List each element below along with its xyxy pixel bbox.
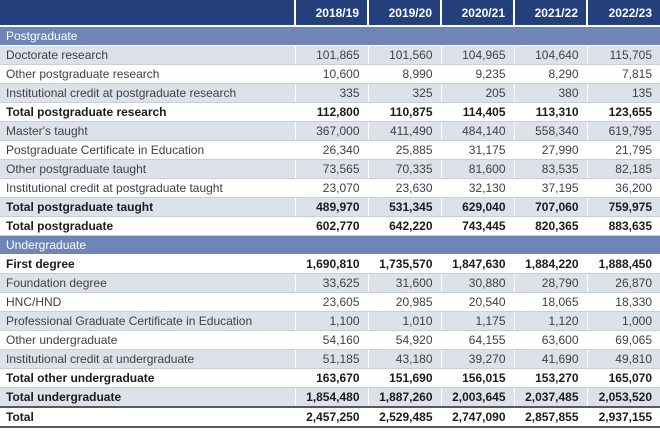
value-cell: 1,010 (368, 312, 441, 331)
value-cell: 112,800 (295, 103, 368, 122)
value-cell: 41,690 (514, 350, 587, 369)
table-row (0, 65, 660, 84)
row-label: Postgraduate Certificate in Education (0, 141, 295, 160)
year-column-header: 2019/20 (368, 0, 441, 26)
value-cell: 2,529,485 (368, 407, 441, 427)
row-label: Total postgraduate taught (0, 198, 295, 217)
value-cell: 26,870 (587, 274, 660, 293)
value-cell: 1,175 (441, 312, 514, 331)
value-cell: 31,600 (368, 274, 441, 293)
value-cell: 325 (368, 84, 441, 103)
value-cell: 642,220 (368, 217, 441, 236)
value-cell: 629,040 (441, 198, 514, 217)
value-cell: 101,560 (368, 46, 441, 65)
value-cell: 1,690,810 (295, 255, 368, 274)
value-cell: 484,140 (441, 122, 514, 141)
table-row (0, 369, 660, 388)
value-cell: 43,180 (368, 350, 441, 369)
value-cell: 54,920 (368, 331, 441, 350)
value-cell: 619,795 (587, 122, 660, 141)
row-label: Institutional credit at postgraduate research (0, 84, 295, 103)
value-cell: 1,887,260 (368, 388, 441, 408)
value-cell: 70,335 (368, 160, 441, 179)
value-cell: 26,340 (295, 141, 368, 160)
value-cell: 2,747,090 (441, 407, 514, 427)
table-row (0, 350, 660, 369)
value-cell: 2,857,855 (514, 407, 587, 427)
table-row (0, 46, 660, 65)
value-cell: 707,060 (514, 198, 587, 217)
value-cell: 135 (587, 84, 660, 103)
value-cell: 335 (295, 84, 368, 103)
row-label: Doctorate research (0, 46, 295, 65)
value-cell: 36,200 (587, 179, 660, 198)
value-cell: 411,490 (368, 122, 441, 141)
value-cell: 81,600 (441, 160, 514, 179)
value-cell: 23,070 (295, 179, 368, 198)
table-row (0, 407, 660, 427)
year-header-row (0, 0, 660, 26)
value-cell: 2,937,155 (587, 407, 660, 427)
row-label: Institutional credit at postgraduate taught (0, 179, 295, 198)
value-cell: 33,625 (295, 274, 368, 293)
value-cell: 156,015 (441, 369, 514, 388)
value-cell: 1,735,570 (368, 255, 441, 274)
value-cell: 1,000 (587, 312, 660, 331)
value-cell: 114,405 (441, 103, 514, 122)
value-cell: 20,985 (368, 293, 441, 312)
row-label: Institutional credit at undergraduate (0, 350, 295, 369)
row-label: Total postgraduate research (0, 103, 295, 122)
value-cell: 101,865 (295, 46, 368, 65)
table-row (0, 255, 660, 274)
value-cell: 2,037,485 (514, 388, 587, 408)
value-cell: 205 (441, 84, 514, 103)
table-row (0, 122, 660, 141)
row-label: Total other undergraduate (0, 369, 295, 388)
row-label: Total postgraduate (0, 217, 295, 236)
row-label: Professional Graduate Certificate in Education (0, 312, 295, 331)
value-cell: 104,640 (514, 46, 587, 65)
value-cell: 82,185 (587, 160, 660, 179)
value-cell: 104,965 (441, 46, 514, 65)
value-cell: 531,345 (368, 198, 441, 217)
value-cell: 743,445 (441, 217, 514, 236)
table-row (0, 160, 660, 179)
value-cell: 39,270 (441, 350, 514, 369)
table-row (0, 293, 660, 312)
value-cell: 151,690 (368, 369, 441, 388)
value-cell: 7,815 (587, 65, 660, 84)
value-cell: 489,970 (295, 198, 368, 217)
value-cell: 32,130 (441, 179, 514, 198)
table-row (0, 198, 660, 217)
value-cell: 28,790 (514, 274, 587, 293)
value-cell: 165,070 (587, 369, 660, 388)
year-column-header: 2022/23 (587, 0, 660, 26)
value-cell: 380 (514, 84, 587, 103)
value-cell: 83,535 (514, 160, 587, 179)
value-cell: 1,120 (514, 312, 587, 331)
value-cell: 27,990 (514, 141, 587, 160)
row-label: Master's taught (0, 122, 295, 141)
value-cell: 1,100 (295, 312, 368, 331)
table-row (0, 103, 660, 122)
value-cell: 23,630 (368, 179, 441, 198)
value-cell: 69,065 (587, 331, 660, 350)
value-cell: 51,185 (295, 350, 368, 369)
row-label: Other undergraduate (0, 331, 295, 350)
year-column-header: 2020/21 (441, 0, 514, 26)
row-label: Other postgraduate research (0, 65, 295, 84)
value-cell: 31,175 (441, 141, 514, 160)
value-cell: 20,540 (441, 293, 514, 312)
value-cell: 163,670 (295, 369, 368, 388)
value-cell: 883,635 (587, 217, 660, 236)
table-row (0, 331, 660, 350)
row-label: First degree (0, 255, 295, 274)
value-cell: 63,600 (514, 331, 587, 350)
value-cell: 8,290 (514, 65, 587, 84)
value-cell: 18,065 (514, 293, 587, 312)
value-cell: 2,457,250 (295, 407, 368, 427)
value-cell: 110,875 (368, 103, 441, 122)
corner-cell (0, 0, 295, 26)
value-cell: 18,330 (587, 293, 660, 312)
value-cell: 1,888,450 (587, 255, 660, 274)
value-cell: 30,880 (441, 274, 514, 293)
table-body (0, 26, 660, 427)
value-cell: 1,884,220 (514, 255, 587, 274)
value-cell: 23,605 (295, 293, 368, 312)
year-column-header: 2021/22 (514, 0, 587, 26)
row-label: Other postgraduate taught (0, 160, 295, 179)
value-cell: 2,053,520 (587, 388, 660, 408)
value-cell: 37,195 (514, 179, 587, 198)
table-row (0, 217, 660, 236)
section-header-undergraduate (0, 236, 660, 255)
table-row (0, 388, 660, 408)
section-label: Undergraduate (0, 236, 660, 255)
year-column-header: 2018/19 (295, 0, 368, 26)
value-cell: 10,600 (295, 65, 368, 84)
value-cell: 73,565 (295, 160, 368, 179)
value-cell: 9,235 (441, 65, 514, 84)
value-cell: 1,854,480 (295, 388, 368, 408)
value-cell: 64,155 (441, 331, 514, 350)
value-cell: 54,160 (295, 331, 368, 350)
value-cell: 115,705 (587, 46, 660, 65)
value-cell: 25,885 (368, 141, 441, 160)
table-row (0, 274, 660, 293)
value-cell: 820,365 (514, 217, 587, 236)
value-cell: 123,655 (587, 103, 660, 122)
value-cell: 367,000 (295, 122, 368, 141)
value-cell: 558,340 (514, 122, 587, 141)
section-label: Postgraduate (0, 26, 660, 46)
row-label: HNC/HND (0, 293, 295, 312)
value-cell: 1,847,630 (441, 255, 514, 274)
value-cell: 2,003,645 (441, 388, 514, 408)
value-cell: 49,810 (587, 350, 660, 369)
value-cell: 602,770 (295, 217, 368, 236)
value-cell: 153,270 (514, 369, 587, 388)
table-row (0, 141, 660, 160)
row-label: Total undergraduate (0, 388, 295, 408)
table-row (0, 312, 660, 331)
value-cell: 759,975 (587, 198, 660, 217)
value-cell: 113,310 (514, 103, 587, 122)
section-header-postgraduate (0, 26, 660, 46)
value-cell: 21,795 (587, 141, 660, 160)
row-label: Foundation degree (0, 274, 295, 293)
table-row (0, 179, 660, 198)
row-label: Total (0, 407, 295, 427)
value-cell: 8,990 (368, 65, 441, 84)
table-row (0, 84, 660, 103)
